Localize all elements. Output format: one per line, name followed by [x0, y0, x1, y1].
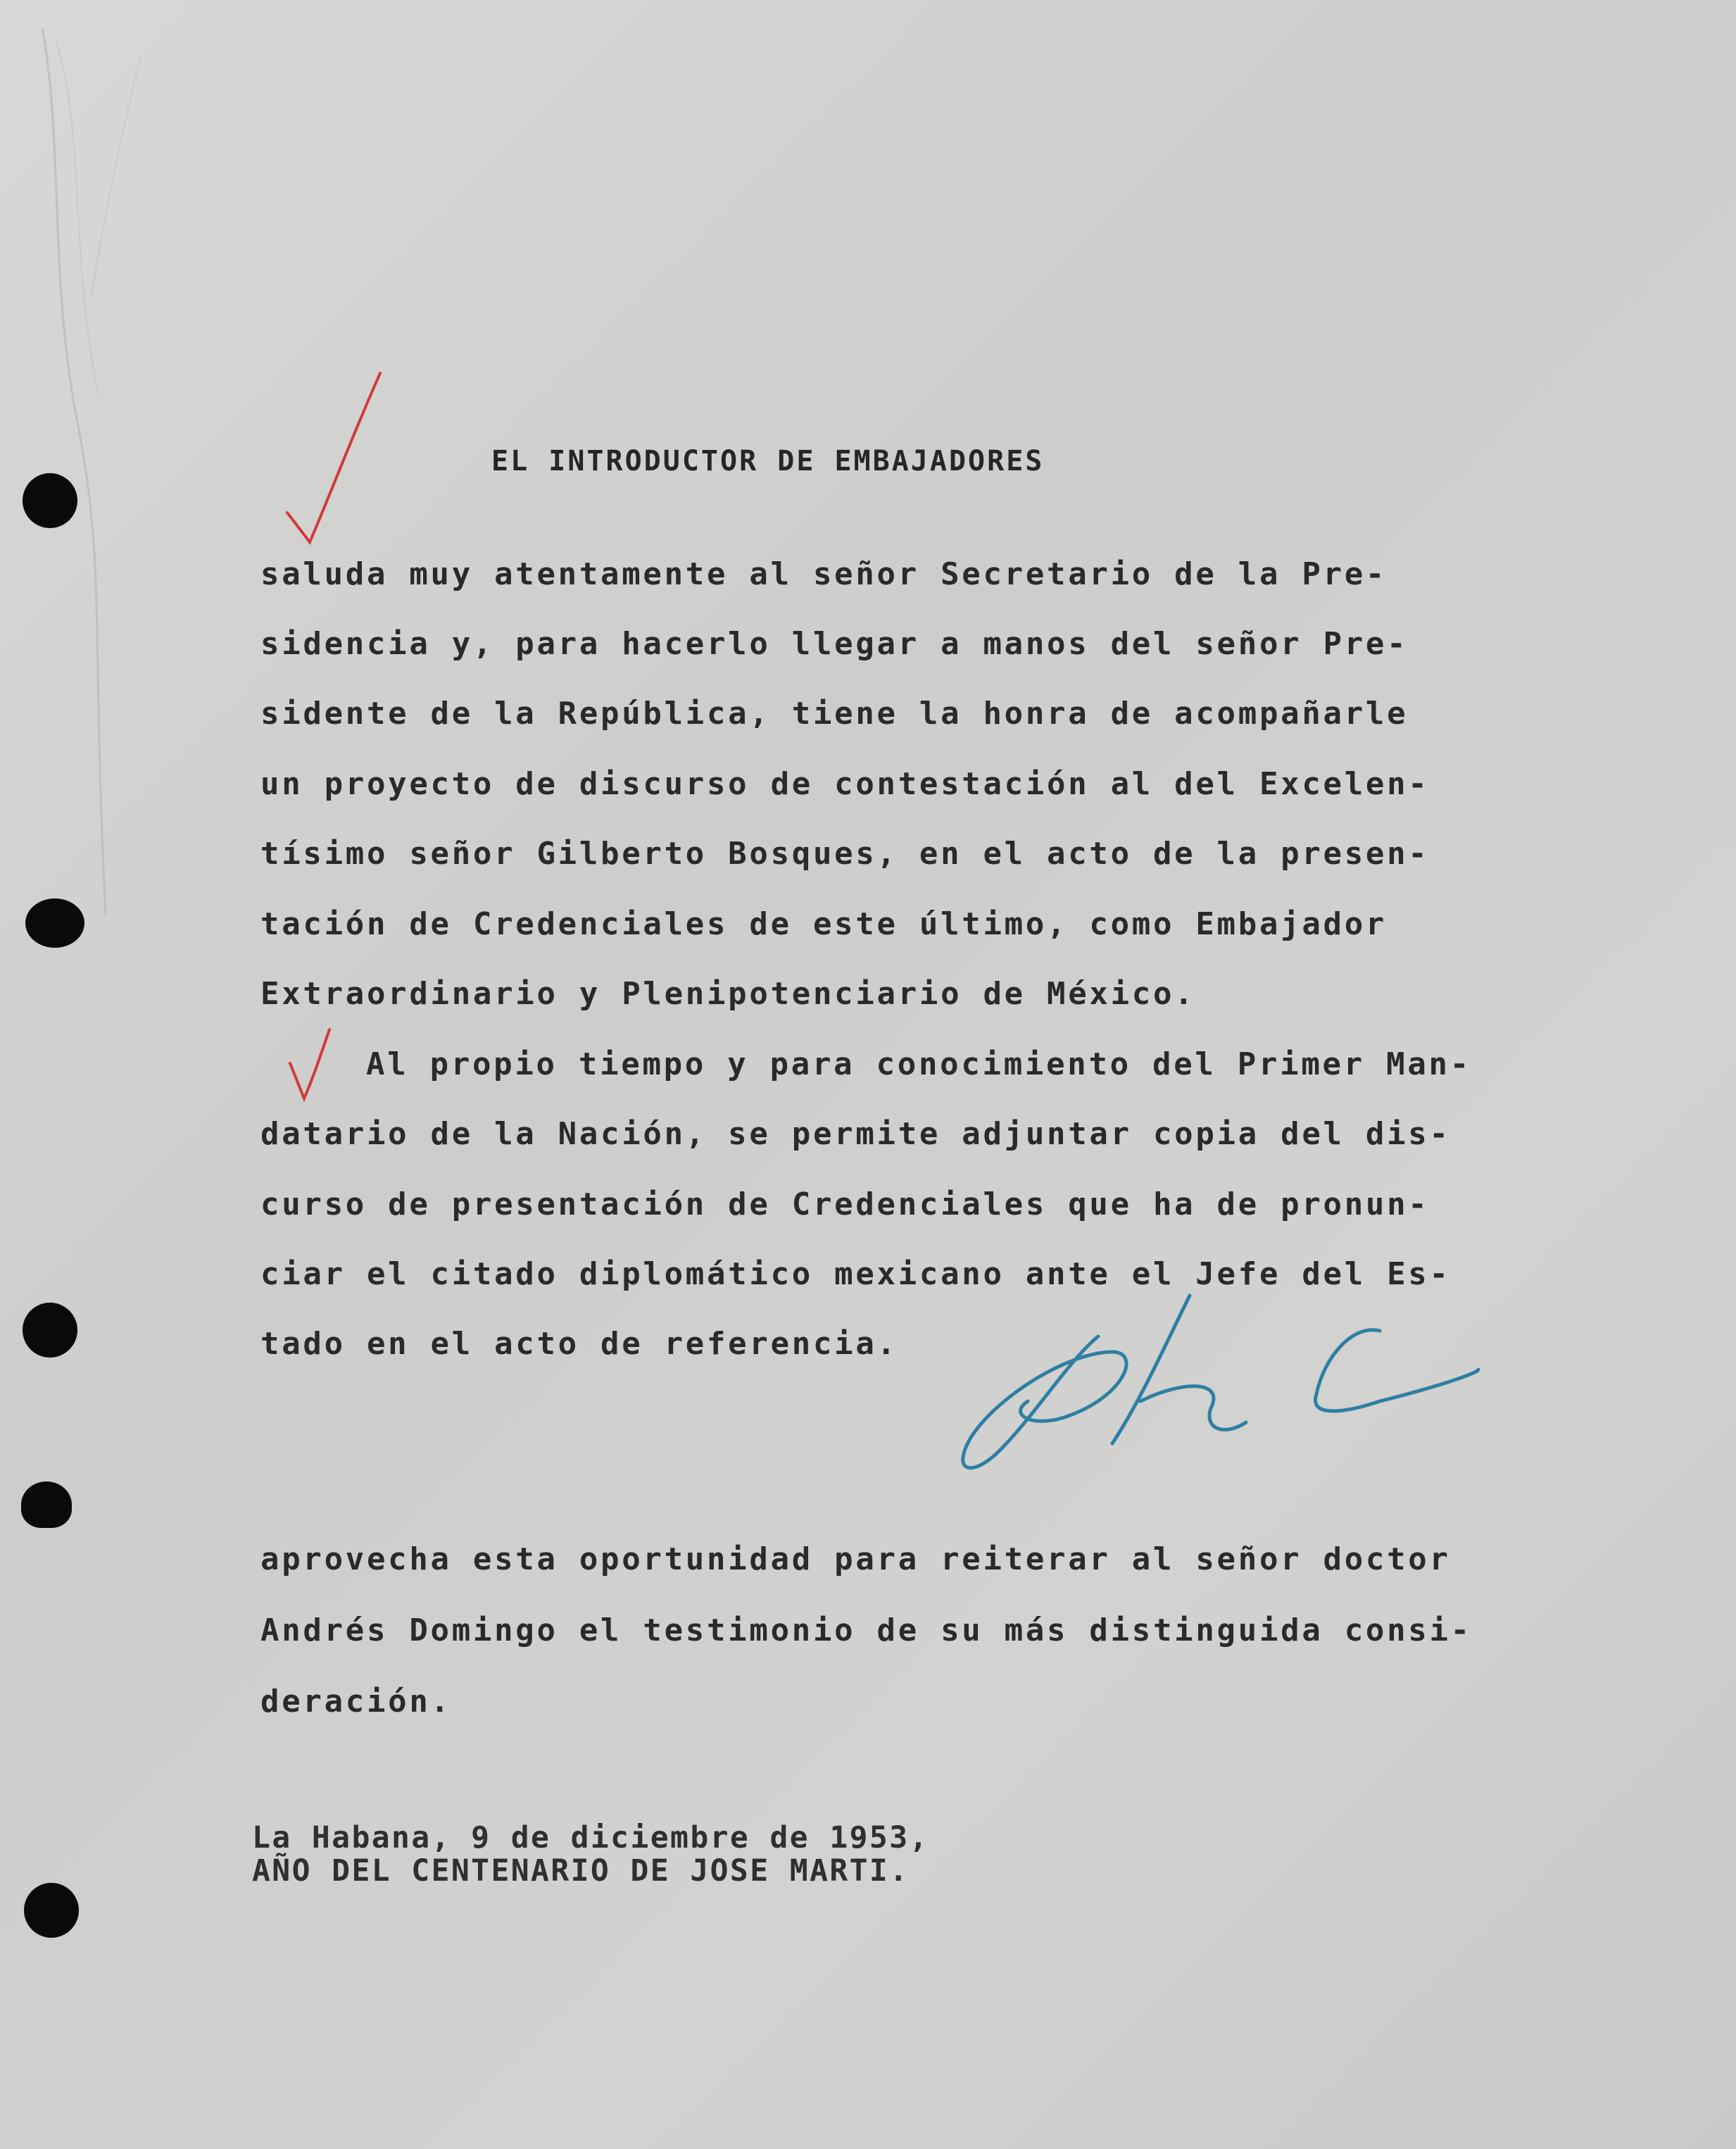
binder-hole-5 [24, 1883, 79, 1938]
text-line: Al propio tiempo y para conocimiento del Primer Man- [366, 1046, 1471, 1082]
text-line: sidente de la República, tiene la honra de acompañarle [260, 696, 1409, 732]
text-line: tación de Credenciales de este último, como Embajador [260, 906, 1388, 942]
binder-hole-3 [23, 1303, 77, 1358]
text-line: deración. [260, 1684, 452, 1719]
binder-hole-4 [21, 1481, 72, 1528]
text-line: aprovecha esta oportunidad para reiterar al señor doctor [260, 1541, 1451, 1577]
text-line: un proyecto de discurso de contestación al del Excelen- [260, 766, 1430, 802]
text-line: ciar el citado diplomático mexicano ante el Jefe del Es- [260, 1256, 1451, 1292]
text-line: curso de presentación de Credenciales que ha de pronun- [260, 1186, 1430, 1222]
binder-hole-1 [23, 473, 77, 528]
text-line: datario de la Nación, se permite adjuntar copia del dis- [260, 1116, 1451, 1152]
text-line: tado en el acto de referencia. [260, 1326, 898, 1362]
text-line: Andrés Domingo el testimonio de su más distinguida consi- [260, 1612, 1472, 1648]
text-line: saluda muy atentamente al señor Secretario de la Pre- [260, 556, 1388, 592]
text-line: tísimo señor Gilberto Bosques, en el acto de la presen- [260, 836, 1430, 872]
text-line: Extraordinario y Plenipotenciario de México. [260, 976, 1196, 1012]
text-line: sidencia y, para hacerlo llegar a manos del señor Pre- [260, 626, 1409, 662]
date-line: La Habana, 9 de diciembre de 1953, [252, 1820, 929, 1855]
date-line: AÑO DEL CENTENARIO DE JOSE MARTI. [252, 1853, 910, 1888]
binder-hole-2 [25, 898, 84, 948]
document-heading: EL INTRODUCTOR DE EMBAJADORES [491, 445, 1045, 477]
